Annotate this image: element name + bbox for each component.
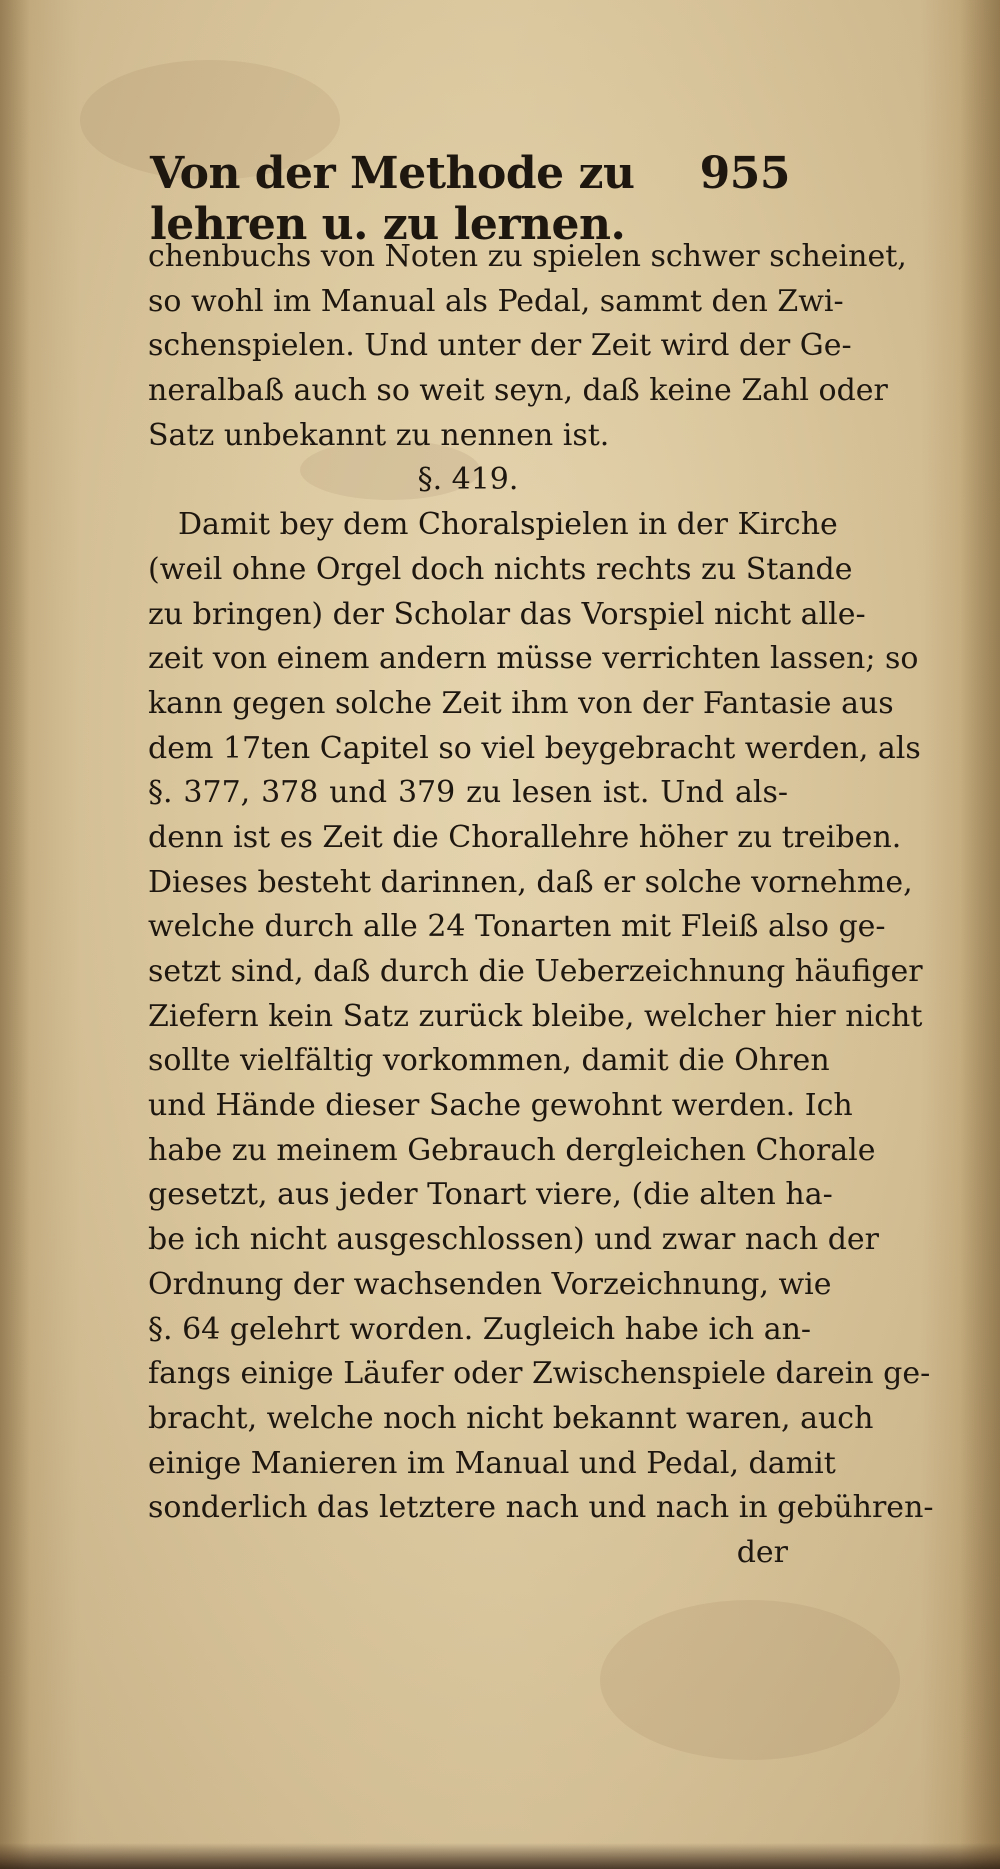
catchword: der [736, 1534, 788, 1570]
text-line: Dieses besteht darinnen, daß er solche vornehme, [148, 864, 913, 900]
running-title: Von der Methode zu lehren u. zu lernen. [150, 148, 635, 250]
page-number: 955 [699, 148, 790, 199]
text-line: einige Manieren im Manual und Pedal, damit [148, 1445, 836, 1481]
text-line: bracht, welche noch nicht bekannt waren, auch [148, 1400, 874, 1436]
text-line: gesetzt, aus jeder Tonart viere, (die alten ha- [148, 1177, 833, 1213]
section-number: §. 419. [417, 462, 519, 498]
body-text [148, 235, 934, 1576]
text-line: Damit bey dem Choralspielen in der Kirche [178, 507, 838, 543]
text-line: kann gegen solche Zeit ihm von der Fantasie aus [148, 685, 894, 721]
text-line: habe zu meinem Gebrauch dergleichen Chorale [148, 1132, 876, 1168]
text-line: (weil ohne Orgel doch nichts rechts zu Stande [148, 551, 853, 587]
text-line: be ich nicht ausgeschlossen) und zwar nach der [148, 1222, 880, 1258]
text-line: §. 377, 378 und 379 zu lesen ist. Und als- [148, 775, 788, 811]
text-line: Satz unbekannt zu nennen ist. [148, 417, 610, 453]
text-line: schenspielen. Und unter der Zeit wird der Ge- [148, 328, 852, 364]
page-gutter-right [960, 0, 1000, 1869]
text-line: setzt sind, daß durch die Ueberzeichnung häufiger [148, 954, 923, 989]
text-line: Ordnung der wachsenden Vorzeichnung, wie [148, 1266, 832, 1302]
text-line: zeit von einem andern müsse verrichten lassen; so [148, 641, 919, 677]
text-line: sollte vielfältig vorkommen, damit die Ohren [148, 1043, 830, 1079]
text-line: zu bringen) der Scholar das Vorspiel nicht alle- [148, 596, 866, 632]
paper-stain [600, 1600, 900, 1760]
text-line: und Hände dieser Sache gewohnt werden. Ich [148, 1088, 853, 1124]
text-line: neralbaß auch so weit seyn, daß keine Zahl oder [148, 373, 888, 409]
text-line: so wohl im Manual als Pedal, sammt den Zwi- [148, 283, 844, 319]
text-line: sonderlich das letztere nach und nach in gebühren- [148, 1490, 934, 1526]
page-bottom-edge [0, 1843, 1000, 1869]
page-gutter-left [0, 0, 30, 1869]
text-line: chenbuchs von Noten zu spielen schwer scheinet, [148, 239, 907, 274]
text-line: Ziefern kein Satz zurück bleibe, welcher hier nicht [148, 998, 923, 1034]
text-line: §. 64 gelehrt worden. Zugleich habe ich an- [148, 1311, 812, 1347]
text-line: welche durch alle 24 Tonarten mit Fleiß also ge- [148, 909, 886, 945]
text-line: fangs einige Läufer oder Zwischenspiele darein ge- [148, 1356, 931, 1392]
text-line: denn ist es Zeit die Chorallehre höher zu treiben. [148, 819, 902, 855]
text-line: dem 17ten Capitel so viel beygebracht werden, als [148, 730, 921, 766]
